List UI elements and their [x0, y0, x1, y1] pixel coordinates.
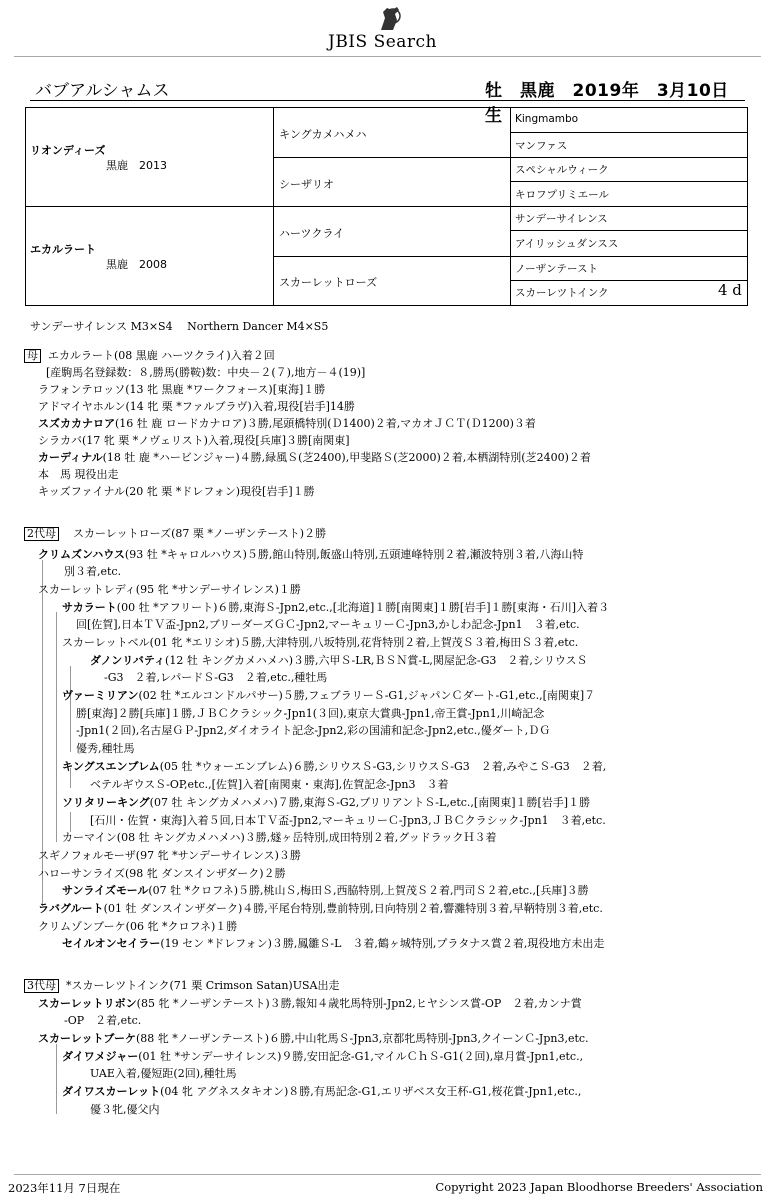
family-entry[interactable]: ダイワメジャー(01 牡 *サンデーサイレンス)９勝,安田記念-G1,マイルＣｈＳ-G1(２回),皐月賞-Jpn1,etc.,: [62, 1050, 584, 1063]
footer-date: 2023年11月 7日現在: [8, 1181, 121, 1195]
row-divider: [510, 230, 747, 231]
gen3-ancestor[interactable]: Kingmambo: [515, 113, 579, 125]
family-entry[interactable]: サカラート(00 牡 *アフリート)６勝,東海Ｓ-Jpn2,etc.,[北海道]１勝[南関東]１勝[岩手]１勝[東海・石川]入着３: [62, 601, 610, 614]
family-entry[interactable]: キングスエンブレム(05 牡 *ウォーエンブレム)６勝,シリウスＳ-G3,シリウスＳ-G3 ２着,みやこＳ-G3 ２着,: [62, 760, 607, 773]
family-entry[interactable]: ラバグルート(01 牡 ダンスインザダーク)４勝,平尾台特別,豊前特別,日向特別２着,響灘特別３着,早鞆特別３着,etc.: [38, 902, 603, 915]
family-entry[interactable]: ソリタリーキング(07 牡 キングカメハメハ)７勝,東海Ｓ-G2,ブリリアントＳ-L,etc.,[南関東]１勝[岩手]１勝: [62, 796, 591, 809]
horse-logo-icon: [377, 4, 407, 34]
self-entry: 本 馬 現役出走: [38, 468, 119, 481]
gen3-ancestor[interactable]: スペシャルウィーク: [515, 164, 609, 176]
sibling-entry[interactable]: シラカバ(17 牝 栗 *ノヴェリスト)入着,現役[兵庫]３勝[南関東]: [38, 434, 350, 447]
entry-continuation: -OP ２着,etc.: [64, 1014, 142, 1027]
gen3-ancestor[interactable]: キロフプリミエール: [515, 189, 609, 201]
family-entry[interactable]: スカーレットレディ(95 牝 *サンデーサイレンス)１勝: [38, 583, 301, 596]
gen3-ancestor[interactable]: ノーザンテースト: [515, 263, 598, 275]
entry-continuation: 勝[東海]２勝[兵庫]１勝,ＪＢＣクラシック-Jpn1(３回),東京大賞典-Jpn1,帝王賞-Jpn1,川崎記念: [76, 707, 545, 720]
tree-line: [56, 612, 57, 842]
family-entry[interactable]: スカーレットブーケ(88 牝 *ノーザンテースト)６勝,中山牝馬Ｓ-Jpn3,京都牝馬特別-Jpn3,クイーンＣ-Jpn3,etc.: [38, 1032, 589, 1045]
row-divider: [273, 157, 747, 158]
row-divider: [510, 132, 747, 133]
section-tag: 母: [24, 349, 41, 363]
sibling-entry[interactable]: カーディナル(18 牡 鹿 *ハービンジャー)４勝,緑風Ｓ(芝2400),甲斐路Ｓ(芝2000)２着,本栖湖特別(芝2400)２着: [38, 451, 591, 464]
gen3-ancestor[interactable]: サンデーサイレンス: [515, 213, 608, 225]
gen2-sire-dam[interactable]: シーザリオ: [279, 178, 334, 191]
site-logo-text[interactable]: JBIS Search: [328, 32, 438, 52]
dam-summary: エカルラート(08 黒鹿 ハーツクライ)入着２回: [48, 349, 275, 362]
entry-continuation: 回[佐賀],日本ＴＶ盃-Jpn2,ブリーダーズＧＣ-Jpn2,マーキュリーＣ-Jpn3,かしわ記念-Jpn1 ３着,etc.: [76, 618, 580, 631]
tree-line: [56, 1044, 57, 1114]
section-tag: 2代母: [24, 527, 59, 541]
gen3-ancestor[interactable]: スカーレツトインク: [515, 287, 609, 299]
second-dam-header: [24, 525, 326, 541]
site-header: [0, 0, 775, 56]
family-entry[interactable]: クリムズンハウス(93 牡 *キャロルハウス)５勝,館山特別,飯盛山特別,五頭連峰特別２着,瀬波特別３着,八海山特: [38, 548, 584, 561]
gen3-ancestor[interactable]: アイリッシュダンスス: [515, 238, 619, 250]
gen3-ancestor[interactable]: マンファス: [515, 140, 568, 152]
footer-divider: [14, 1174, 761, 1175]
family-entry[interactable]: カーマイン(08 牡 キングカメハメハ)３勝,燧ヶ岳特別,成田特別２着,グッドラックＨ３着: [62, 831, 497, 844]
sibling-entry[interactable]: スズカカナロア(16 牡 鹿 ロードカナロア)３勝,尾頭橋特別(Ｄ1400)２着,マカオＪＣＴ(Ｄ1200)３着: [38, 417, 536, 430]
horse-info: 牡 黒鹿 2019年 3月10日生: [485, 81, 729, 126]
family-entry[interactable]: スカーレットリボン(85 牝 *ノーザンテースト)３勝,報知４歳牝馬特別-Jpn2,ヒヤシンス賞-OP ２着,カンナ賞: [38, 997, 582, 1010]
dam-detail: 黒鹿 2008: [106, 258, 167, 271]
sibling-entry[interactable]: アドマイヤホルン(14 牝 栗 *ファルブラヴ)入着,現役[岩手]14勝: [38, 400, 355, 413]
dam-section-header: [24, 347, 275, 363]
progeny-stats: [産駒馬名登録数：８,勝馬(勝鞍)数：中央－２(７),地方－４(19)]: [46, 366, 366, 379]
family-entry[interactable]: ダイワスカーレット(04 牝 アグネスタキオン)８勝,有馬記念-G1,エリザベス女王杯-G1,桜花賞-Jpn1,etc.,: [62, 1085, 582, 1098]
row-divider: [510, 280, 747, 281]
family-entry[interactable]: ハローサンライズ(98 牝 ダンスインザダーク)２勝: [38, 867, 286, 880]
horse-name: バブアルシャムス: [35, 81, 170, 101]
entry-continuation: 別３着,etc.: [64, 565, 122, 578]
section-tag: 3代母: [24, 979, 59, 993]
entry-continuation: -Jpn1(２回),名古屋ＧＰ-Jpn2,ダイオライト記念-Jpn2,彩の国浦和記念-Jpn2,etc.,優ダート,ＤＧ: [76, 724, 551, 737]
third-dam-summary: *スカーレツトインク(71 栗 Crimson Satan)USA出走: [66, 979, 340, 992]
gen2-dam-sire[interactable]: ハーツクライ: [279, 227, 345, 240]
entry-continuation: -G3 ２着,レパードＳ-G3 ２着,etc.,種牡馬: [104, 671, 328, 684]
entry-continuation: 優３牝,優父内: [90, 1103, 160, 1116]
entry-continuation: ベテルギウスＳ-OP,etc.,[佐賀]入着[南関東・東海],佐賀記念-Jpn3 ３着: [90, 778, 449, 791]
entry-continuation: UAE入着,優短距(2回),種牡馬: [90, 1067, 237, 1080]
header-divider: [14, 56, 761, 57]
tree-line: [70, 700, 71, 752]
second-dam-summary: スカーレットローズ(87 栗 *ノーザンテースト)２勝: [73, 527, 327, 540]
sibling-entry[interactable]: キッズファイナル(20 牝 栗 *ドレフォン)現役[岩手]１勝: [38, 485, 315, 498]
sire-name[interactable]: リオンディーズ: [30, 144, 106, 157]
family-number: 4 d: [718, 281, 742, 299]
dam-name[interactable]: エカルラート: [30, 243, 96, 256]
family-entry[interactable]: ヴァーミリアン(02 牡 *エルコンドルパサー)５勝,フェブラリーＳ-G1,ジャパンＣダート-G1,etc.,[南関東]７: [62, 689, 596, 702]
family-entry[interactable]: スギノフォルモーザ(97 牝 *サンデーサイレンス)３勝: [38, 849, 301, 862]
third-dam-header: [24, 977, 339, 993]
family-entry[interactable]: スカーレットベル(01 牝 *エリシオ)５勝,大津特別,八坂特別,花背特別２着,上賀茂Ｓ３着,梅田Ｓ３着,etc.: [62, 636, 579, 649]
entry-continuation: [石川・佐賀・東海]入着５回,日本ＴＶ盃-Jpn2,マーキュリーＣ-Jpn3,ＪＢＣクラシック-Jpn1 ３着,etc.: [90, 814, 606, 827]
row-divider: [273, 256, 747, 257]
gen2-dam-dam[interactable]: スカーレットローズ: [279, 276, 378, 289]
row-divider: [510, 181, 747, 182]
gen2-sire-sire[interactable]: キングカメハメハ: [279, 128, 367, 141]
inbreeding-line: サンデーサイレンス M3×S4 Northern Dancer M4×S5: [30, 320, 329, 333]
family-entry[interactable]: クリムゾンブーケ(06 牝 *クロフネ)１勝: [38, 920, 238, 933]
family-entry[interactable]: ダノンリバティ(12 牡 キングカメハメハ)３勝,六甲Ｓ-LR,ＢＳＮ賞-L,関屋記念-G3 ２着,シリウスＳ: [90, 654, 588, 667]
family-entry[interactable]: セイルオンセイラー(19 セン *ドレフォン)３勝,鳳雛Ｓ-L ３着,鶴ヶ城特別,プラタナス賞２着,現役地方未出走: [62, 937, 605, 950]
sire-detail: 黒鹿 2013: [106, 159, 167, 172]
row-divider: [26, 206, 747, 207]
entry-continuation: 優秀,種牡馬: [76, 742, 135, 755]
pedigree-table: [25, 107, 748, 306]
family-entry[interactable]: サンライズモール(07 牡 *クロフネ)５勝,桃山Ｓ,梅田Ｓ,西脇特別,上賀茂Ｓ２着,門司Ｓ２着,etc.,[兵庫]３勝: [62, 884, 589, 897]
sibling-entry[interactable]: ラフォンテロッソ(13 牝 黒鹿 *ワークフォース)[東海]１勝: [38, 383, 326, 396]
footer-copyright: Copyright 2023 Japan Bloodhorse Breeders' Association: [435, 1180, 763, 1194]
